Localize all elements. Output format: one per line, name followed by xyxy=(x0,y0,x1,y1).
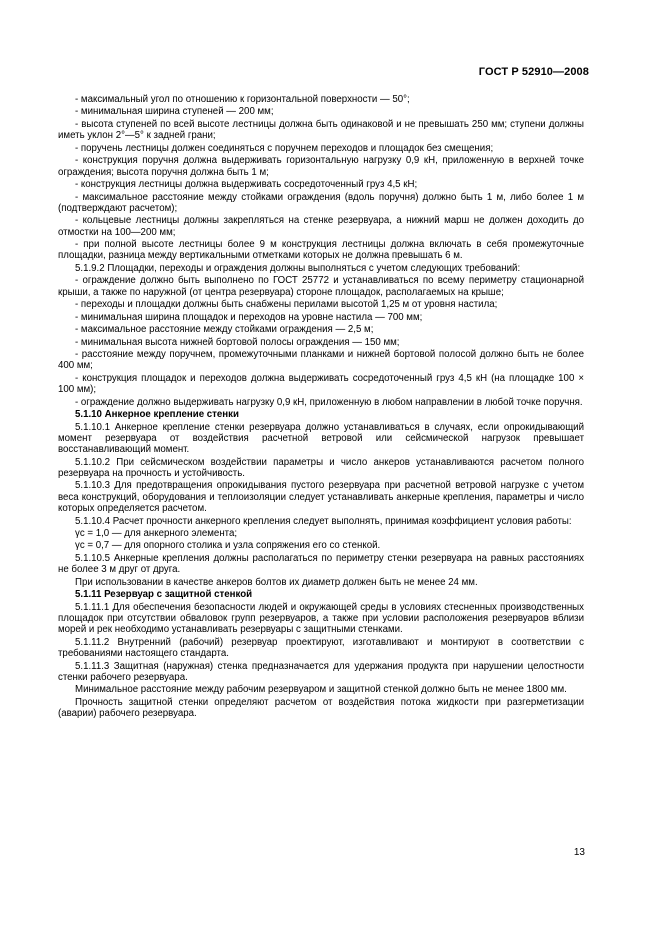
section-heading: 5.1.10 Анкерное крепление стенки xyxy=(75,409,239,421)
list-item: - поручень лестницы должен соединяться с поручнем переходов и площадок без смещения; xyxy=(75,142,494,154)
list-item: - минимальная высота нижней бортовой полосы ограждения — 150 мм; xyxy=(75,336,400,348)
list-item: - максимальное расстояние между стойками ограждения (вдоль поручня) должно быть 1 м, либо более 1 м (подтверждают расчетом); xyxy=(58,191,584,214)
section-heading: 5.1.11 Резервуар с защитной стенкой xyxy=(75,589,253,601)
paragraph: При использовании в качестве анкеров болтов их диаметр должен быть не менее 24 мм. xyxy=(75,576,478,588)
paragraph: Минимальное расстояние между рабочим резервуаром и защитной стенкой должно быть не менее 1800 мм. xyxy=(75,684,567,696)
list-item: - минимальная ширина площадок и переходов на уровне настила — 700 мм; xyxy=(75,311,423,323)
list-item: - переходы и площадки должны быть снабжены перилами высотой 1,25 м от уровня настила; xyxy=(75,299,498,311)
list-item: γс = 1,0 — для анкерного элемента; xyxy=(75,528,238,539)
list-item: - кольцевые лестницы должны закрепляться на стенке резервуара, а нижний марш не должен доходить до отмостки на 100—200 мм; xyxy=(58,215,584,238)
paragraph: 5.1.10.1 Анкерное крепление стенки резервуара должно устанавливаться в случаях, если опрокидывающий момент резервуара от воздействия расчетной ветровой или сейсмической нагрузок превышает восстанавливающий момент. xyxy=(58,421,584,456)
standard-header: ГОСТ Р 52910—2008 xyxy=(478,66,589,78)
list-item: - при полной высоте лестницы более 9 м конструкция лестницы должна включать в себя промежуточные площадки, разница между вертикальными отметками которых не должна превышать 6 м. xyxy=(58,239,584,262)
document-body xyxy=(58,94,584,721)
list-item: - минимальная ширина ступеней — 200 мм; xyxy=(75,106,274,118)
list-item: - конструкция лестницы должна выдерживать сосредоточенный груз 4,5 кН; xyxy=(75,179,418,191)
list-item: - максимальное расстояние между стойками ограждения — 2,5 м; xyxy=(75,324,374,336)
list-item: γс = 0,7 — для опорного столика и узла сопряжения его со стенкой. xyxy=(75,540,381,552)
paragraph: Прочность защитной стенки определяют расчетом от воздействия потока жидкости при разгерметизации (аварии) рабочего резервуара. xyxy=(58,696,584,720)
list-item: - ограждение должно выдерживать нагрузку 0,9 кН, приложенную в любом направлении в любой точке поручня. xyxy=(75,396,583,408)
paragraph: 5.1.10.4 Расчет прочности анкерного крепления следует выполнять, принимая коэффициент условия работы: xyxy=(75,515,572,527)
list-item: - максимальный угол по отношению к горизонтальной поверхности — 50°; xyxy=(75,94,410,105)
paragraph: 5.1.11.2 Внутренний (рабочий) резервуар проектируют, изготавливают и монтируют в соответствии с требованиями настоящего стандарта. xyxy=(58,636,584,660)
paragraph: 5.1.10.3 Для предотвращения опрокидывания пустого резервуара при расчетной ветровой нагрузке с учетом веса конструкций, оборудования и теплоизоляции следует устанавливать анкерные крепления, параметры и число которых определяется расчетом. xyxy=(58,480,584,515)
paragraph: 5.1.9.2 Площадки, переходы и ограждения должны выполняться с учетом следующих требований: xyxy=(75,262,521,274)
paragraph: 5.1.11.1 Для обеспечения безопасности людей и окружающей среды в условиях стесненных производственных площадок при отсутствии обваловок групп резервуаров, а также при условии расположения резервуаров вблизи морей и рек необходимо устанавливать резервуары с защитными стенками. xyxy=(58,601,584,636)
page-number: 13 xyxy=(573,847,585,858)
list-item: - конструкция площадок и переходов должна выдерживать сосредоточенный груз 4,5 кН (на площадке 100 × 100 мм); xyxy=(58,372,584,396)
list-item: - ограждение должно быть выполнено по ГОСТ 25772 и устанавливаться по всему периметру стационарной крыши, а также по наружной (от центра резервуара) стороне площадок, располагаемых на крыше; xyxy=(58,275,584,298)
list-item: - расстояние между поручнем, промежуточными планками и нижней бортовой полосой должно быть не более 400 мм; xyxy=(58,349,584,372)
paragraph: 5.1.11.3 Защитная (наружная) стенка предназначается для удержания продукта при нарушении целостности стенки рабочего резервуара. xyxy=(58,660,584,683)
paragraph: 5.1.10.5 Анкерные крепления должны располагаться по периметру стенки резервуара на равных расстояниях не более 3 м друг от друга. xyxy=(58,552,584,576)
paragraph: 5.1.10.2 При сейсмическом воздействии параметры и число анкеров устанавливаются расчетом полного резервуара на прочность и устойчивость. xyxy=(58,456,584,479)
list-item: - высота ступеней по всей высоте лестницы должна быть одинаковой и не превышать 250 мм; ступени должны иметь уклон 2°—5° к задней грани; xyxy=(58,118,584,142)
list-item: - конструкция поручня должна выдерживать горизонтальную нагрузку 0,9 кН, приложенную в верхней точке ограждения; высота поручня должна быть 1 м; xyxy=(58,155,584,178)
